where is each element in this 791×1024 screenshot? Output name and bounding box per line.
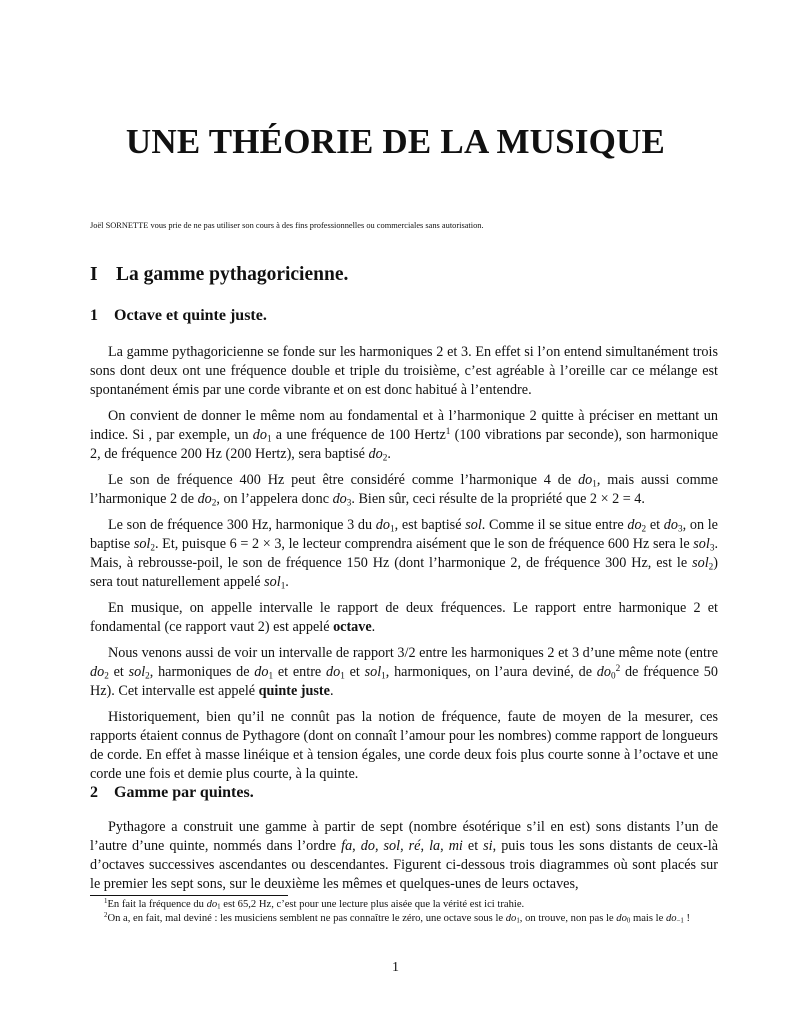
footnote-rule [90, 895, 288, 896]
footnote: $^2$On a, en fait, mal deviné : les musiciens semblent ne pas connaître le zéro, une octave sous le $do_1$, on trouve, non pas le $do_0$ mais le $do_{-1}$ ! [104, 911, 691, 925]
paragraph: La gamme pythagoricienne se fonde sur les harmoniques 2 et 3. En effet si l’on entend simultanément trois sons dont deux ont une fréquence double et triple du troisième, c’est agréable à l’oreille car ce mélange est spontanément émis par une corde vibrante et on est donc habitué à l’entendre. [90, 344, 718, 398]
paragraph: On convient de donner le même nom au fondamental et à l’harmonique 2 quitte à préciser en mettant un indice. Si , par exemple, un $do_1$ a une fréquence de 100 Hertz$^1$ (100 vibrations par seconde), son harmonique 2, de fréquence 200 Hz (200 Hertz), sera baptisé $do_2$. [90, 408, 718, 463]
subsection-title: Octave et quinte juste. [114, 307, 267, 324]
paragraph: Le son de fréquence 300 Hz, harmonique 3 du $do_1$, est baptisé sol. Comme il se situe entre $do_2$ et $do_3$, on le baptise sol$_2$. Et, puisque 6 = 2 × 3, le lecteur comprendra aisément que le son de fréquence 600 Hz sera le sol$_3$. Mais, à rebrousse-poil, le son de fréquence 150 Hz (dont l’harmonique 2, de fréquence 300 Hz, est le sol$_2$) sera tout naturellement appelé sol$_1$. [90, 517, 718, 591]
section-number: I [90, 264, 98, 285]
subsection-number: 2 [90, 784, 98, 801]
copyright-notice: Joël SORNETTE vous prie de ne pas utiliser son cours à des fins professionnelles ou commerciales sans autorisation. [90, 221, 484, 230]
paragraph: Le son de fréquence 400 Hz peut être considéré comme l’harmonique 4 de $do_1$, mais aussi comme l’harmonique 2 de $do_2$, on l’appelera donc $do_3$. Bien sûr, ceci résulte de la propriété que 2 × 2 = 4. [90, 472, 718, 508]
footnotes [90, 898, 718, 925]
section-title: La gamme pythagoricienne. [116, 264, 349, 285]
subsection-heading-1 [90, 307, 267, 325]
paragraph: Nous venons aussi de voir un intervalle de rapport 3/2 entre les harmoniques 2 et 3 d’une même note (entre $do_2$ et sol$_2$, harmoniques de $do_1$ et entre $do_1$ et sol$_1$, harmoniques, on l’aura deviné, de $do_0^2$ de fréquence 50 Hz). Cet intervalle est appelé quinte juste. [90, 645, 718, 699]
subsection-2-body [90, 818, 718, 901]
subsection-1-body [90, 343, 718, 791]
page-number: 1 [392, 960, 399, 975]
subsection-number: 1 [90, 307, 98, 324]
footnote: $^1$En fait la fréquence du $do_1$ est 65,2 Hz, c’est pour une lecture plus aisée que la vérité est ici trahie. [104, 898, 525, 911]
paragraph: Pythagore a construit une gamme à partir de sept (nombre ésotérique s’il en est) sons distants l’un de l’autre d’une quinte, nommés dans l’ordre fa, do, sol, ré, la, mi et si, puis tous les sons distants de ceux-là d’octaves successives ascendantes ou descendantes. Figurent ci-dessous trois diagrammes où sont placés sur le premier les sept sons, sur le deuxième les mêmes et quelques-unes de leurs octaves, [90, 819, 719, 892]
paragraph: Historiquement, bien qu’il ne connût pas la notion de fréquence, faute de moyen de la mesurer, ces rapports étaient connus de Pythagore (dont on connaît l’amour pour les nombres) comme rapport de longueurs de corde. En effet à masse linéique et à tension égales, une corde deux fois plus courte sonne à l’octave et une corde une fois et demie plus courte, à la quinte. [90, 709, 718, 782]
subsection-title: Gamme par quintes. [114, 784, 254, 801]
section-heading [90, 264, 348, 286]
subsection-heading-2 [90, 784, 254, 802]
page-title: UNE THÉORIE DE LA MUSIQUE [125, 122, 666, 161]
paragraph: En musique, on appelle intervalle le rapport de deux fréquences. Le rapport entre harmonique 2 et fondamental (ce rapport vaut 2) est appelé octave. [90, 600, 718, 635]
